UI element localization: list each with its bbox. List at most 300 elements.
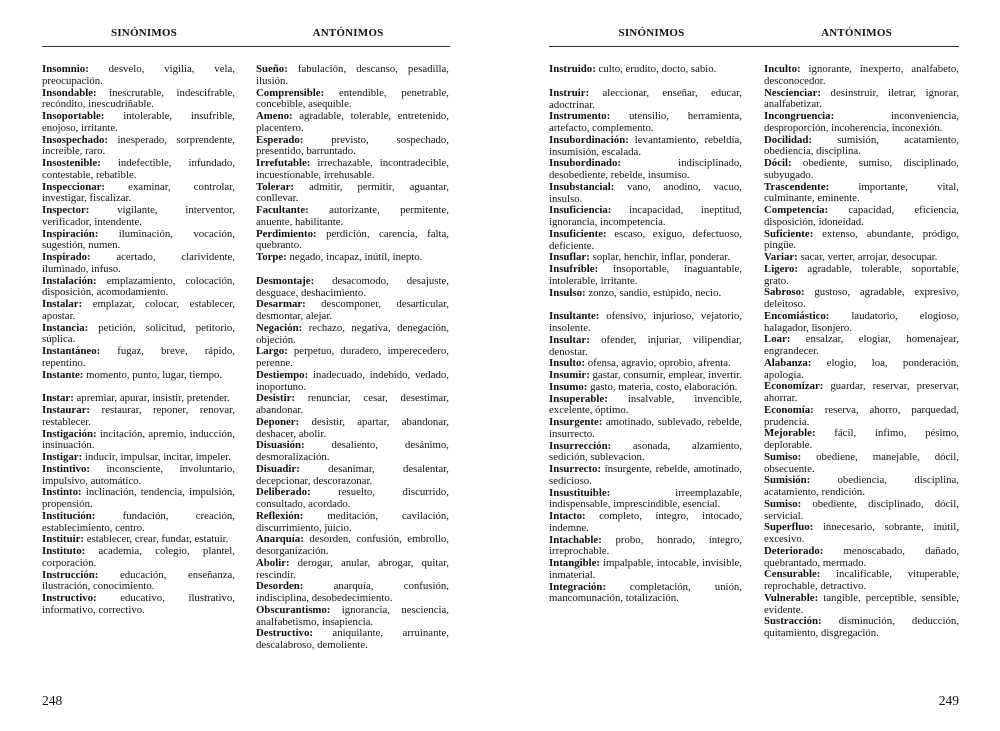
dictionary-entry xyxy=(256,135,449,159)
dictionary-entry xyxy=(764,111,959,135)
entry-definition: vigilante, interventor, verificador, intendente. xyxy=(42,204,235,228)
dictionary-entry xyxy=(256,88,449,112)
entry-definition: obediente, disciplinado, dócil, servicial. xyxy=(764,497,959,522)
entry-definition: desvelo, vigilia, vela, preocupación. xyxy=(42,63,235,87)
dictionary-entry xyxy=(42,405,235,429)
dictionary-entry xyxy=(549,64,742,76)
dictionary-entry xyxy=(256,511,449,535)
entry-definition: fugaz, breve, rápido, repentino. xyxy=(42,345,235,369)
entry-definition: restaurar, reponer, renovar, restablecer. xyxy=(42,404,235,428)
dictionary-entry xyxy=(256,252,449,264)
dictionary-entry xyxy=(764,311,959,335)
entry-definition: inducir, impulsar, incitar, impeler. xyxy=(84,451,231,463)
dictionary-entry xyxy=(42,346,235,370)
entry-definition: soplar, henchir, inflar, ponderar. xyxy=(592,251,731,264)
dictionary-entry xyxy=(764,428,959,452)
entry-term: Insuflar: xyxy=(549,251,590,264)
entry-definition: renunciar, cesar, desestimar, abandonar. xyxy=(256,392,449,416)
dictionary-entry xyxy=(549,582,742,606)
entry-term: Economía: xyxy=(764,403,814,416)
entry-term: Destructivo: xyxy=(256,627,313,640)
entry-term: Desorden: xyxy=(256,580,304,593)
dictionary-entry xyxy=(549,488,742,512)
entry-term: Incongruencia: xyxy=(764,110,835,122)
dictionary-entry xyxy=(764,182,959,206)
entry-definition: menoscabado, dañado, quebrantado, mermado. xyxy=(764,544,959,569)
synonyms-column xyxy=(42,64,235,617)
entry-term: Reflexión: xyxy=(256,509,304,522)
dictionary-entry xyxy=(764,88,959,112)
dictionary-entry xyxy=(549,229,742,253)
entry-definition: incapacidad, ineptitud, ignorancia, incompetencia. xyxy=(549,204,742,228)
entry-term: Insomnio: xyxy=(42,63,89,75)
dictionary-entry xyxy=(549,464,742,488)
entry-term: Instrumento: xyxy=(549,110,611,123)
entry-definition: educativo, ilustrativo, informativo, correctivo. xyxy=(42,592,235,616)
entry-definition: resuelto, discurrido, consultado, acordado. xyxy=(256,486,449,510)
entry-term: Abolir: xyxy=(256,556,290,569)
entry-term: Disuadir: xyxy=(256,462,300,475)
entry-term: Largo: xyxy=(256,345,288,358)
entry-term: Docilidad: xyxy=(764,133,812,146)
dictionary-entry xyxy=(549,158,742,182)
dictionary-entry xyxy=(764,135,959,159)
entry-term: Deteriorado: xyxy=(764,544,824,557)
entry-definition: agradable, tolerable, entretenido, placentero. xyxy=(256,110,449,134)
dictionary-entry xyxy=(764,229,959,253)
dictionary-entry xyxy=(256,370,449,394)
entry-definition: perdición, carencia, falta, quebranto. xyxy=(256,227,450,252)
entry-definition: levantamiento, rebeldía, insumisión, escalada. xyxy=(549,133,743,158)
entry-definition: inadecuado, indebido, vedado, inoportuno. xyxy=(256,368,449,393)
dictionary-entry xyxy=(42,229,235,253)
dictionary-entry xyxy=(256,182,449,206)
entry-definition: intolerable, insufrible, enojoso, irritante. xyxy=(42,110,235,134)
entry-term: Suficiente: xyxy=(764,227,814,240)
entry-definition: admitir, permitir, aguantar, conllevar. xyxy=(256,180,449,205)
entry-term: Anarquía: xyxy=(256,533,304,546)
entry-definition: examinar, controlar, investigar, fiscalizar. xyxy=(42,180,235,205)
entry-term: Insumir: xyxy=(549,369,590,381)
dictionary-entry xyxy=(42,88,235,112)
entry-term: Insultar: xyxy=(549,333,590,346)
entry-definition: fácil, ínfimo, pésimo, deplorable. xyxy=(764,427,960,451)
entry-term: Instituto: xyxy=(42,545,86,557)
antonyms-column xyxy=(764,64,959,640)
entry-definition: fundación, creación, establecimiento, centro. xyxy=(42,509,235,534)
entry-definition: obediente, sumiso, disciplinado, subyugado. xyxy=(764,157,960,181)
entry-term: Sumiso: xyxy=(764,450,802,463)
entry-definition: momento, punto, lugar, tiempo. xyxy=(86,368,223,381)
dictionary-entry xyxy=(42,135,235,159)
entry-term: Intacto: xyxy=(549,510,586,522)
entry-term: Instruido: xyxy=(549,63,596,75)
dictionary-entry xyxy=(764,264,959,288)
dictionary-entry xyxy=(764,64,959,88)
dictionary-entry xyxy=(256,64,449,88)
entry-term: Instructivo: xyxy=(42,592,97,604)
entry-term: Insustituible: xyxy=(549,486,611,499)
entry-definition: establecer, crear, fundar, estatuir. xyxy=(86,533,229,546)
entry-definition: ofender, injuriar, vilipendiar, denostar. xyxy=(549,333,742,358)
entry-term: Instalar: xyxy=(42,298,83,310)
entry-definition: sumisión, acatamiento, obediencia, disciplina. xyxy=(764,133,960,158)
dictionary-entry xyxy=(764,475,959,499)
dictionary-entry xyxy=(764,616,959,640)
entry-definition: negado, incapaz, inútil, inepto. xyxy=(289,251,423,263)
entry-definition: educación, enseñanza, ilustración, conocimiento. xyxy=(42,568,235,593)
dictionary-entry xyxy=(256,299,449,323)
entry-definition: sacar, verter, arrojar, desocupar. xyxy=(800,251,938,263)
entry-definition: tangible, perceptible, sensible, evidente. xyxy=(764,591,959,616)
entry-term: Inculto: xyxy=(764,63,801,75)
entry-term: Insubordinación: xyxy=(549,133,629,146)
entry-term: Insoportable: xyxy=(42,110,105,122)
entry-term: Insuperable: xyxy=(549,392,608,405)
dictionary-entry xyxy=(549,535,742,559)
entry-term: Superfluo: xyxy=(764,521,814,534)
entry-term: Instaurar: xyxy=(42,404,90,416)
entry-definition: importante, vital, culminante, eminente. xyxy=(764,180,959,205)
entry-term: Instalación: xyxy=(42,274,97,287)
entry-term: Insulso: xyxy=(549,286,586,299)
dictionary-entry xyxy=(764,405,959,429)
entry-definition: anarquía, confusión, indisciplina, desobedecimiento. xyxy=(256,580,449,604)
entry-definition: previsto, sospechado, presentido, barruntado. xyxy=(256,133,449,158)
entry-definition: irrechazable, incontradecible, incuestionable, irrehusable. xyxy=(256,157,449,181)
dictionary-entry xyxy=(256,323,449,347)
dictionary-entry xyxy=(256,111,449,135)
entry-definition: insurgente, rebelde, amotinado, sedicioso. xyxy=(549,463,743,487)
entry-definition: ofensivo, injurioso, vejatorio, insolente. xyxy=(549,310,743,334)
dictionary-entry xyxy=(764,158,959,182)
dictionary-entry xyxy=(549,417,742,441)
entry-term: Instruir: xyxy=(549,86,590,99)
entry-definition: desaliento, desánimo, desmoralización. xyxy=(256,439,449,463)
header-antonyms: ANTÓNIMOS xyxy=(312,27,384,39)
entry-definition: insalvable, invencible, excelente, óptimo. xyxy=(549,392,742,417)
entry-term: Insumo: xyxy=(549,380,588,393)
entry-term: Insostenible: xyxy=(42,157,101,169)
dictionary-entry xyxy=(764,593,959,617)
synonyms-column xyxy=(549,64,742,605)
right-page xyxy=(549,0,959,731)
entry-definition: guardar, reservar, preservar, ahorrar. xyxy=(764,380,959,404)
dictionary-entry xyxy=(549,558,742,582)
entry-definition: capacidad, eficiencia, disposición, idoneidad. xyxy=(764,204,959,228)
dictionary-entry xyxy=(42,205,235,229)
page-number: 249 xyxy=(938,693,959,708)
entry-term: Mejorable: xyxy=(764,427,816,440)
header-rule xyxy=(42,46,450,47)
entry-term: Insubordinado: xyxy=(549,157,622,170)
entry-term: Instigación: xyxy=(42,427,97,440)
dictionary-entry xyxy=(256,628,449,652)
entry-term: Loar: xyxy=(764,333,791,346)
dictionary-entry xyxy=(42,370,235,382)
entry-term: Insufrible: xyxy=(549,263,599,275)
entry-definition: inconveniencia, desproporción, incoherencia, inconexión. xyxy=(764,110,959,134)
entry-term: Alabanza: xyxy=(764,356,812,369)
dictionary-entry xyxy=(42,64,235,88)
entry-definition: inconsciente, involuntario, impulsivo, automático. xyxy=(42,462,236,487)
entry-term: Insubstancial: xyxy=(549,180,615,193)
entry-term: Facultante: xyxy=(256,204,309,216)
entry-term: Tolerar: xyxy=(256,180,294,193)
entry-definition: desinstruir, iletrar, ignorar, analfabetizar. xyxy=(764,86,960,111)
entry-term: Instancia: xyxy=(42,321,89,334)
entry-definition: academia, colegio, plantel, corporación. xyxy=(42,545,235,569)
entry-definition: inesperado, sorprendente, increíble, raro. xyxy=(42,133,235,158)
entry-term: Competencia: xyxy=(764,204,829,216)
entry-term: Variar: xyxy=(764,251,798,263)
dictionary-entry xyxy=(256,605,449,629)
entry-term: Instigar: xyxy=(42,451,83,463)
dictionary-entry xyxy=(256,229,449,253)
dictionary-entry xyxy=(549,111,742,135)
entry-term: Censurable: xyxy=(764,568,821,581)
entry-term: Negación: xyxy=(256,321,303,334)
header-synonyms: SINÓNIMOS xyxy=(111,27,177,39)
dictionary-entry xyxy=(42,593,235,617)
dictionary-entry xyxy=(42,158,235,182)
dictionary-entry xyxy=(764,499,959,523)
entry-definition: emplazar, colocar, establecer, apostar. xyxy=(42,298,236,322)
entry-term: Dócil: xyxy=(764,157,792,169)
dictionary-entry xyxy=(764,546,959,570)
header-rule xyxy=(549,46,959,47)
entry-definition: inclinación, tendencia, impulsión, propensión. xyxy=(42,486,236,510)
entry-definition: innecesario, sobrante, inútil, excesivo. xyxy=(764,521,960,545)
entry-definition: acertado, clarividente, iluminado, infuso. xyxy=(42,251,235,275)
entry-term: Instante: xyxy=(42,368,84,381)
entry-term: Trascendente: xyxy=(764,180,830,193)
dictionary-entry xyxy=(42,182,235,206)
entry-term: Esperado: xyxy=(256,133,304,146)
entry-term: Comprensible: xyxy=(256,86,325,99)
entry-definition: amotinado, sublevado, rebelde, insurrecto. xyxy=(549,416,742,440)
entry-definition: obediencia, disciplina, acatamiento, rendición. xyxy=(764,474,959,498)
entry-definition: apremiar, apurar, insistir, pretender. xyxy=(76,392,230,405)
entry-term: Sumisión: xyxy=(764,474,811,487)
entry-definition: gasto, materia, costo, elaboración. xyxy=(590,380,738,393)
entry-term: Perdimiento: xyxy=(256,227,317,240)
dictionary-entry xyxy=(256,393,449,417)
entry-definition: ignorancia, nesciencia, analfabetismo, insapiencia. xyxy=(256,603,449,628)
entry-definition: probo, honrado, íntegro, irreprochable. xyxy=(549,533,742,558)
entry-term: Sumiso: xyxy=(764,497,802,510)
entry-definition: indisciplinado, desobediente, rebelde, insumiso. xyxy=(549,157,742,181)
entry-definition: impalpable, intocable, invisible, inmaterial. xyxy=(549,557,742,581)
dictionary-entry xyxy=(549,264,742,288)
entry-definition: petición, solicitud, petitorio, súplica. xyxy=(42,321,236,346)
entry-definition: asonada, alzamiento, sedición, sublevacion. xyxy=(549,439,742,464)
dictionary-entry xyxy=(256,534,449,558)
dictionary-entry xyxy=(549,511,742,535)
dictionary-entry xyxy=(42,464,235,488)
entry-definition: reserva, ahorro, parquedad, prudencia. xyxy=(764,403,959,428)
entry-term: Ligero: xyxy=(764,262,798,275)
entry-term: Insurrección: xyxy=(549,439,612,452)
entry-term: Insurgente: xyxy=(549,416,603,428)
entry-term: Insuficiencia: xyxy=(549,204,612,217)
entry-definition: disminución, deducción, quitamiento, disgregación. xyxy=(764,615,959,639)
right-page-header xyxy=(549,27,959,41)
entry-definition: desanimar, desalentar, decepcionar, descorazonar. xyxy=(256,462,449,487)
entry-definition: desorden, confusión, embrollo, desorganización. xyxy=(256,533,449,557)
entry-term: Intangible: xyxy=(549,557,600,569)
entry-definition: autorizante, permitente, anuente, habilitante. xyxy=(256,204,449,228)
entry-term: Desistir: xyxy=(256,392,295,405)
entry-definition: ignorante, inexperto, analfabeto, desconocedor. xyxy=(764,63,959,87)
entry-term: Intachable: xyxy=(549,533,602,546)
entry-term: Economizar: xyxy=(764,380,824,393)
entry-term: Desmontaje: xyxy=(256,274,315,287)
entry-term: Desarmar: xyxy=(256,298,306,311)
entry-definition: rechazo, negativa, denegación, objeción. xyxy=(256,321,450,346)
entry-term: Insospechado: xyxy=(42,133,108,146)
entry-definition: entendible, penetrable, concebible, asequible. xyxy=(256,86,450,111)
entry-definition: aleccionar, enseñar, educar, adoctrinar. xyxy=(549,86,743,111)
entry-definition: meditación, cavilación, discurrimiento, juicio. xyxy=(256,509,450,534)
entry-definition: aniquilante, arruinante, descalabroso, demoliente. xyxy=(256,627,449,651)
entry-term: Instintivo: xyxy=(42,462,90,475)
entry-term: Institución: xyxy=(42,509,96,522)
entry-term: Insultante: xyxy=(549,310,600,323)
dictionary-entry xyxy=(549,441,742,465)
entry-definition: gustoso, agradable, expresivo, deleitoso. xyxy=(764,286,960,310)
entry-definition: laudatorio, elogioso, halagador, lisonjero. xyxy=(764,309,959,334)
entry-definition: gastar, consumir, emplear, invertir. xyxy=(592,369,743,381)
entry-definition: utensilio, herramienta, artefacto, complemento. xyxy=(549,110,743,134)
entry-term: Nescienciar: xyxy=(764,86,821,99)
entry-definition: iluminación, vocación, sugestión, numen. xyxy=(42,227,235,252)
entry-term: Sustracción: xyxy=(764,615,822,628)
dictionary-entry xyxy=(256,158,449,182)
header-synonyms: SINÓNIMOS xyxy=(618,27,685,39)
entry-definition: indefectible, infundado, contestable, rebatible. xyxy=(42,157,235,181)
dictionary-entry xyxy=(256,581,449,605)
dictionary-entry xyxy=(764,334,959,358)
entry-definition: desistir, apartar, abandonar, deshacer, abolir. xyxy=(256,415,449,440)
dictionary-entry xyxy=(549,288,742,300)
dictionary-entry xyxy=(549,88,742,112)
dictionary-entry xyxy=(42,252,235,276)
entry-term: Destiempo: xyxy=(256,368,309,381)
dictionary-entry xyxy=(42,111,235,135)
dictionary-entry xyxy=(549,135,742,159)
antonyms-column xyxy=(256,64,449,652)
entry-definition: obediene, manejable, dócil, obsecuente. xyxy=(764,450,960,475)
left-page xyxy=(42,0,450,731)
entry-term: Instar: xyxy=(42,392,74,405)
entry-term: Instituir: xyxy=(42,533,84,546)
entry-definition: derogar, anular, abrogar, quitar, rescindir. xyxy=(256,556,449,581)
entry-term: Instinto: xyxy=(42,486,82,499)
entry-definition: completo, íntegro, intocado, indemne. xyxy=(549,510,743,534)
entry-term: Torpe: xyxy=(256,251,287,263)
entry-definition: vano, anodino, vacuo, insulso. xyxy=(549,180,742,205)
entry-definition: fabulación, descanso, pesadilla, ilusión. xyxy=(256,63,449,87)
dictionary-entry xyxy=(256,276,449,300)
entry-definition: completación, unión, mancomunación, totalización. xyxy=(549,580,742,605)
dictionary-entry xyxy=(42,429,235,453)
entry-term: Deliberado: xyxy=(256,486,311,499)
dictionary-entry xyxy=(764,522,959,546)
entry-definition: emplazamiento, colocación, disposición, acomodamiento. xyxy=(42,274,236,299)
entry-term: Vulnerable: xyxy=(764,591,819,604)
entry-term: Insulto: xyxy=(549,357,586,370)
dictionary-entry xyxy=(764,569,959,593)
entry-term: Irrefutable: xyxy=(256,157,311,169)
entry-definition: perpetuo, duradero, imperecedero, perenne. xyxy=(256,345,449,369)
header-antonyms: ANTÓNIMOS xyxy=(821,27,892,39)
dictionary-entry xyxy=(42,570,235,594)
entry-term: Deponer: xyxy=(256,415,300,428)
dictionary-entry xyxy=(256,487,449,511)
entry-term: Inspeccionar: xyxy=(42,180,105,193)
dictionary-entry xyxy=(549,394,742,418)
entry-term: Instrucción: xyxy=(42,568,99,581)
dictionary-entry xyxy=(764,381,959,405)
entry-term: Sabroso: xyxy=(764,286,805,299)
entry-definition: escaso, exiguo, defectuoso, deficiente. xyxy=(549,227,743,252)
dictionary-entry xyxy=(42,487,235,511)
entry-definition: agradable, tolerable, soportable, grato. xyxy=(764,262,959,287)
entry-term: Ameno: xyxy=(256,110,293,122)
entry-term: Disuasión: xyxy=(256,439,305,452)
entry-term: Instantáneo: xyxy=(42,345,101,357)
entry-definition: ensalzar, elogiar, homenajear, engrandecer. xyxy=(764,333,959,357)
dictionary-entry xyxy=(42,511,235,535)
dictionary-entry xyxy=(764,205,959,229)
entry-term: Sueño: xyxy=(256,63,288,75)
entry-term: Insondable: xyxy=(42,86,97,99)
entry-term: Inspector: xyxy=(42,204,90,216)
entry-definition: insoportable, inaguantable, intolerable, irritante. xyxy=(549,263,742,287)
entry-term: Inspirado: xyxy=(42,251,91,263)
entry-term: Obscurantismo: xyxy=(256,603,331,616)
dictionary-entry xyxy=(256,417,449,441)
dictionary-entry xyxy=(42,323,235,347)
dictionary-entry xyxy=(549,205,742,229)
entry-definition: incalificable, vituperable, reprochable, detractivo. xyxy=(764,568,960,592)
dictionary-entry xyxy=(256,205,449,229)
dictionary-entry xyxy=(549,335,742,359)
entry-term: Insuficiente: xyxy=(549,227,607,240)
dictionary-entry xyxy=(549,182,742,206)
page-number: 248 xyxy=(42,693,63,708)
entry-term: Inspiración: xyxy=(42,227,99,240)
dictionary-entry xyxy=(549,311,742,335)
left-page-header xyxy=(42,27,450,41)
dictionary-entry xyxy=(764,452,959,476)
dictionary-entry xyxy=(764,358,959,382)
dictionary-entry xyxy=(42,299,235,323)
entry-definition: descomponer, desarticular, desmontar, alejar. xyxy=(256,298,449,322)
entry-definition: irreemplazable, indispensable, imprescindible, esencial. xyxy=(549,486,742,511)
entry-definition: extenso, abundante, pródigo, pingüe. xyxy=(764,227,960,252)
dictionary-entry xyxy=(256,464,449,488)
dictionary-entry xyxy=(764,287,959,311)
entry-term: Integración: xyxy=(549,580,606,593)
entry-definition: elogio, loa, ponderación, apología. xyxy=(764,356,959,381)
dictionary-entry xyxy=(42,546,235,570)
entry-definition: zonzo, sandio, estúpido, necio. xyxy=(588,286,722,299)
entry-definition: ofensa, agravio, oprobio, afrenta. xyxy=(587,357,731,370)
entry-definition: desacomodo, desajuste, desguace, deshacimiento. xyxy=(256,274,449,299)
entry-term: Encomiástico: xyxy=(764,309,830,322)
